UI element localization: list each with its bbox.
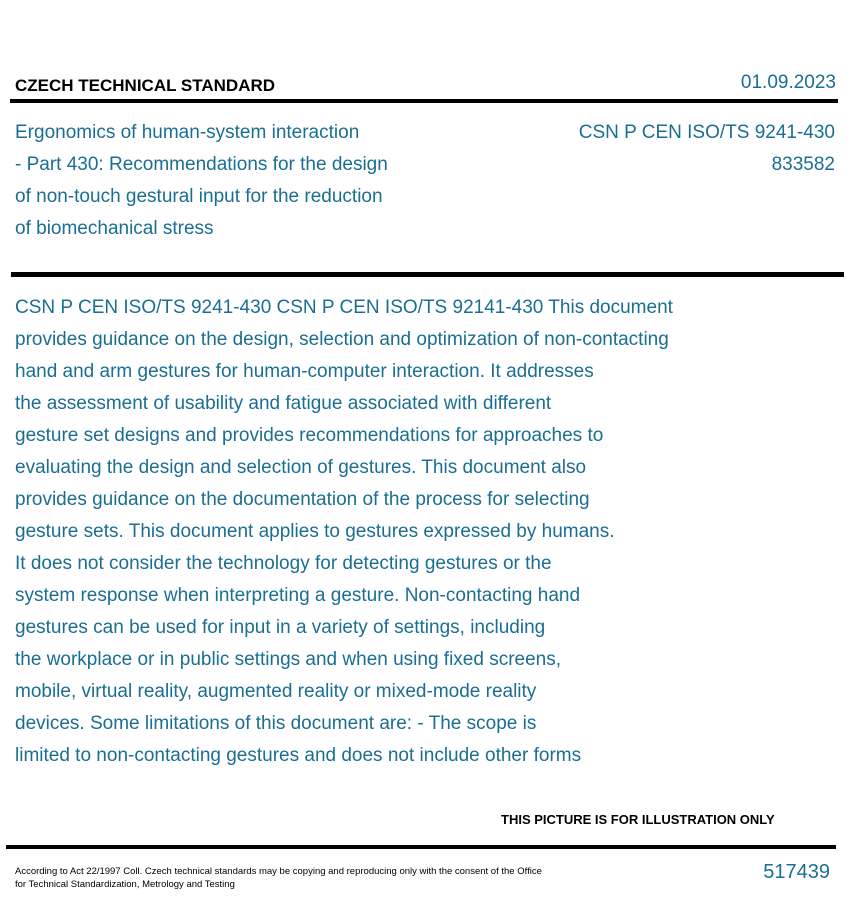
standard-number: CSN P CEN ISO/TS 9241-430 [578, 122, 835, 143]
abstract-line: provides guidance on the documentation of the process for selecting [15, 489, 590, 510]
standard-identifiers [579, 117, 835, 181]
abstract-line: provides guidance on the design, selection and optimization of non-contacting [15, 329, 669, 350]
legal-notice [15, 865, 615, 891]
title-line: Ergonomics of human-system interaction [15, 122, 360, 143]
abstract-line: It does not consider the technology for detecting gestures or the [15, 553, 552, 574]
abstract-line: system response when interpreting a gesture. Non-contacting hand [15, 585, 581, 606]
abstract-line: gestures can be used for input in a variety of settings, including [15, 617, 546, 638]
footer-divider [6, 845, 836, 849]
abstract-line: gesture set designs and provides recommendations for approaches to [15, 425, 604, 446]
abstract-line: the workplace or in public settings and when using fixed screens, [15, 649, 562, 670]
publication-date: 01.09.2023 [740, 72, 836, 93]
abstract-line: mobile, virtual reality, augmented reality or mixed-mode reality [15, 681, 537, 702]
legal-line: According to Act 22/1997 Coll. Czech technical standards may be copying and reproducing only with the consent of the Office [15, 866, 542, 877]
title-line: of biomechanical stress [15, 218, 214, 239]
abstract-line: gesture sets. This document applies to gestures expressed by humans. [15, 521, 615, 542]
title-line: - Part 430: Recommendations for the design [15, 154, 388, 175]
abstract-text [15, 292, 855, 772]
document-category: CZECH TECHNICAL STANDARD [15, 76, 276, 95]
illustration-disclaimer: THIS PICTURE IS FOR ILLUSTRATION ONLY [501, 812, 775, 827]
abstract-line: hand and arm gestures for human-computer interaction. It addresses [15, 361, 594, 382]
title-divider [11, 272, 844, 277]
catalog-number: 833582 [771, 154, 835, 175]
abstract-line: the assessment of usability and fatigue associated with different [15, 393, 552, 414]
legal-line: for Technical Standardization, Metrology and Testing [15, 879, 235, 890]
abstract-line: CSN P CEN ISO/TS 9241-430 CSN P CEN ISO/TS 92141-430 This document [15, 297, 673, 318]
abstract-line: evaluating the design and selection of gestures. This document also [15, 457, 587, 478]
document-id: 517439 [763, 861, 830, 883]
abstract-line: devices. Some limitations of this document are: - The scope is [15, 713, 537, 734]
title-line: of non-touch gestural input for the reduction [15, 186, 383, 207]
header-divider [10, 99, 838, 103]
document-title [15, 117, 455, 245]
abstract-line: limited to non-contacting gestures and does not include other forms [15, 745, 582, 766]
